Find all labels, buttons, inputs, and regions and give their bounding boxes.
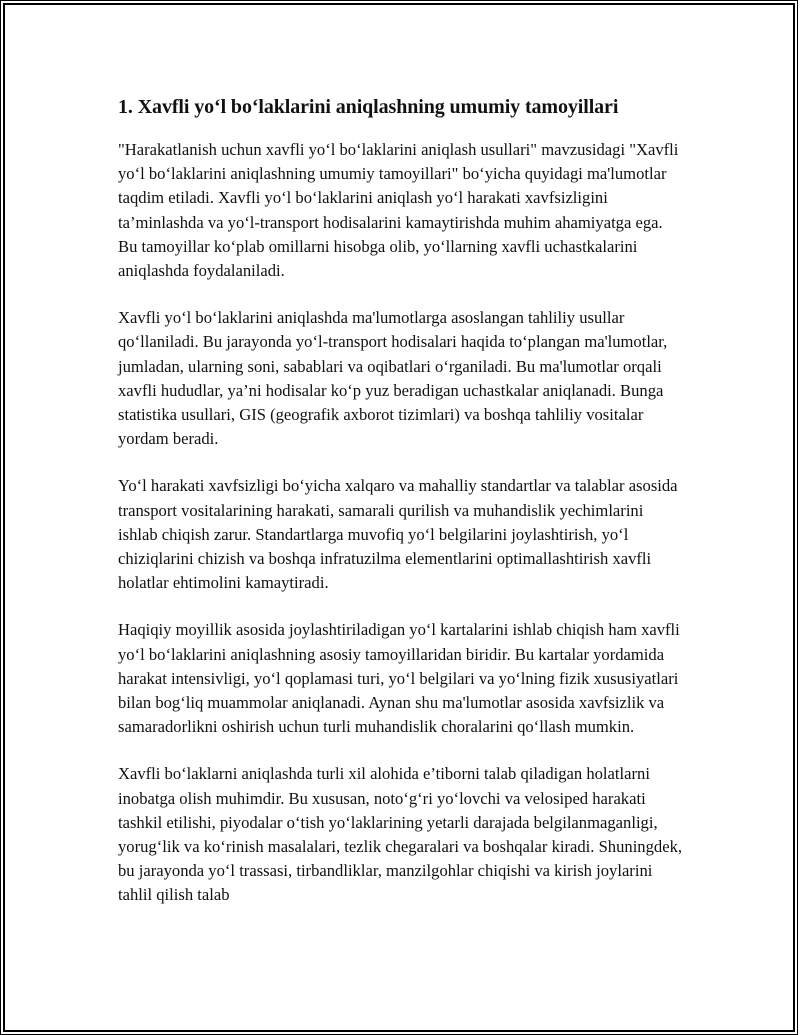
- section-heading: 1. Xavfli yo‘l bo‘laklarini aniqlashning umumiy tamoyillari: [118, 96, 619, 118]
- paragraph-2: Xavfli yo‘l bo‘laklarini aniqlashda ma'lumotlarga asoslangan tahliliy usullar qo‘llaniladi. Bu jarayonda yo‘l-transport hodisalari haqida to‘plangan ma'lumotlar, jumladan, ularning soni, sabablari va oqibatlari o‘rganiladi. Bu ma'lumotlar orqali xavfli hududlar, ya’ni hodisalar ko‘p yuz beradigan uchastkalar aniqlanadi. Bunga statistika usullari, GIS (geografik axborot tizimlari) va boshqa tahliliy vositalar yordam beradi.: [118, 308, 668, 449]
- paragraph-1: "Harakatlanish uchun xavfli yo‘l bo‘laklarini aniqlash usullari" mavzusidagi "Xavfli yo‘l bo‘laklarini aniqlashning umumiy tamoyillari" bo‘yicha quyidagi ma'lumotlar taqdim etiladi. Xavfli yo‘l bo‘laklarini aniqlash yo‘l harakati xavfsizligini ta’minlashda va yo‘l-transport hodisalarini kamaytirishda muhim ahamiyatga ega. Bu tamoyillar ko‘plab omillarni hisobga olib, yo‘llarning xavfli uchastkalarini aniqlashda foydalaniladi.: [118, 140, 679, 281]
- paragraph-4: Haqiqiy moyillik asosida joylashtiriladigan yo‘l kartalarini ishlab chiqish ham xavfli yo‘l bo‘laklarini aniqlashning asosiy tamoyillaridan biridir. Bu kartalar yordamida harakat intensivligi, yo‘l qoplamasi turi, yo‘l belgilari va yo‘lning fizik xususiyatlari bilan bog‘liq muammolar aniqlanadi. Aynan shu ma'lumotlar asosida xavfsizlik va samaradorlikni oshirish uchun turli muhandislik choralarini qo‘llash mumkin.: [118, 620, 680, 737]
- paragraph-5: Xavfli bo‘laklarni aniqlashda turli xil alohida e’tiborni talab qiladigan holatlarni inobatga olish muhimdir. Bu xususan, noto‘g‘ri yo‘lovchi va velosiped harakati tashkil etilishi, piyodalar o‘tish yo‘laklarining yetarli darajada belgilanmaganligi, yorug‘lik va ko‘rinish masalalari, tezlik chegaralari va boshqalar kiradi. Shuningdek, bu jarayonda yo‘l trassasi, tirbandliklar, manzilgohlar chiqishi va kirish joylarini tahlil qilish talab: [118, 764, 683, 905]
- paragraph-3: Yo‘l harakati xavfsizligi bo‘yicha xalqaro va mahalliy standartlar va talablar asosida transport vositalarining harakati, samarali qurilish va muhandislik yechimlarini ishlab chiqish zarur. Standartlarga muvofiq yo‘l belgilarini joylashtirish, yo‘l chiziqlarini chizish va boshqa infratuzilma elementlarini optimallashtirish xavfli holatlar ehtimolini kamaytiradi.: [118, 476, 678, 593]
- document-body: [118, 94, 684, 931]
